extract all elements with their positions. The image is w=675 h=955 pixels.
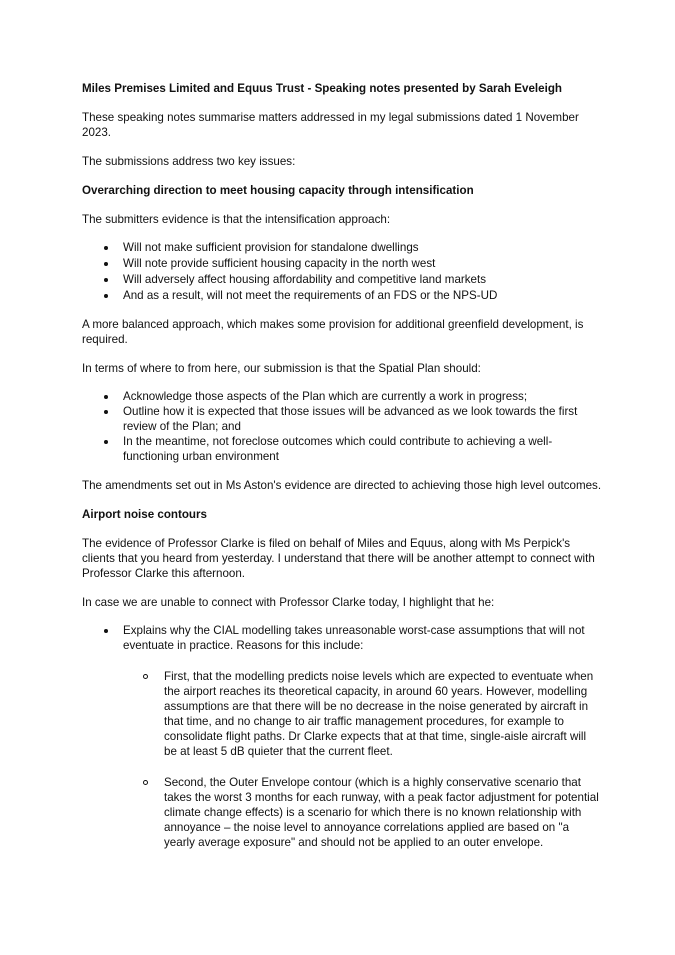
list-item	[82, 256, 602, 271]
list-item-text: In the meantime, not foreclose outcomes which could contribute to achieving a well-functioning urban environment	[123, 435, 553, 463]
list-item-text: Will note provide sufficient housing capacity in the north west	[123, 257, 436, 270]
balanced-approach-paragraph: A more balanced approach, which makes some provision for additional greenfield development, is required.	[82, 318, 584, 346]
list-item	[82, 434, 602, 464]
list-item	[82, 669, 602, 759]
bullet-icon	[104, 629, 108, 633]
bullet-icon	[104, 410, 108, 414]
bullet-icon	[104, 278, 108, 282]
list-item-text: Outline how it is expected that those issues will be advanced as we look towards the first review of the Plan; and	[123, 405, 578, 433]
document-page	[82, 81, 602, 866]
spatial-plan-bullet-list	[82, 389, 602, 464]
list-item	[82, 775, 602, 850]
amendments-paragraph: The amendments set out in Ms Aston's evidence are directed to achieving those high level outcomes.	[82, 479, 602, 492]
bullet-icon	[104, 395, 108, 399]
hollow-bullet-icon	[143, 780, 148, 785]
section-heading-airport-noise: Airport noise contours	[82, 508, 207, 521]
list-item-text: Acknowledge those aspects of the Plan which are currently a work in progress;	[123, 390, 528, 403]
intensification-bullet-list	[82, 240, 602, 303]
document-title: Miles Premises Limited and Equus Trust - Speaking notes presented by Sarah Eveleigh	[82, 82, 562, 95]
list-item	[82, 272, 602, 287]
bullet-icon	[104, 262, 108, 266]
intro-paragraph-1: These speaking notes summarise matters addressed in my legal submissions dated 1 November 2023.	[82, 111, 579, 139]
cial-modelling-bullet	[82, 623, 602, 653]
section-heading-intensification: Overarching direction to meet housing capacity through intensification	[82, 184, 474, 197]
list-item	[82, 389, 602, 404]
bullet-icon	[104, 440, 108, 444]
list-item-text: Explains why the CIAL modelling takes unreasonable worst-case assumptions that will not eventuate in practice. Reasons for this include:	[123, 624, 585, 652]
list-item-text: And as a result, will not meet the requirements of an FDS or the NPS-UD	[123, 289, 498, 302]
list-item	[82, 240, 602, 255]
list-item-text: Will not make sufficient provision for standalone dwellings	[123, 241, 419, 254]
bullet-icon	[104, 294, 108, 298]
professor-clarke-evidence-paragraph: The evidence of Professor Clarke is filed on behalf of Miles and Equus, along with Ms Perpick's clients that you heard from yesterday. I understand that there will be another attempt to connect with Professor Clarke this afternoon.	[82, 537, 595, 580]
intro-paragraph-2: The submissions address two key issues:	[82, 155, 296, 168]
list-item-text: Second, the Outer Envelope contour (which is a highly conservative scenario that takes the worst 3 months for each runway, with a peak factor adjustment for potential climate change effects) is a scenario for which there is no known relationship with annoyance – the noise level to annoyance correlations applied are based on "a yearly average exposure" and should not be applied to an outer envelope.	[164, 776, 599, 849]
list-item	[82, 288, 602, 303]
unable-to-connect-paragraph: In case we are unable to connect with Professor Clarke today, I highlight that he:	[82, 596, 495, 609]
list-item-text: First, that the modelling predicts noise levels which are expected to eventuate when the airport reaches its theoretical capacity, in around 60 years. However, modelling assumptions are that there will be no decrease in the noise generated by aircraft in that time, and no change to air traffic management procedures, for example to consolidate flight paths. Dr Clarke expects that at that time, single-aisle aircraft will be at least 5 dB quieter that the current fleet.	[164, 670, 594, 758]
list-item-text: Will adversely affect housing affordability and competitive land markets	[123, 273, 487, 286]
bullet-icon	[104, 246, 108, 250]
where-to-paragraph: In terms of where to from here, our submission is that the Spatial Plan should:	[82, 362, 481, 375]
hollow-bullet-icon	[143, 674, 148, 679]
cial-reasons-sub-list	[82, 669, 602, 850]
intensification-lead: The submitters evidence is that the intensification approach:	[82, 213, 391, 226]
list-item	[82, 404, 602, 434]
